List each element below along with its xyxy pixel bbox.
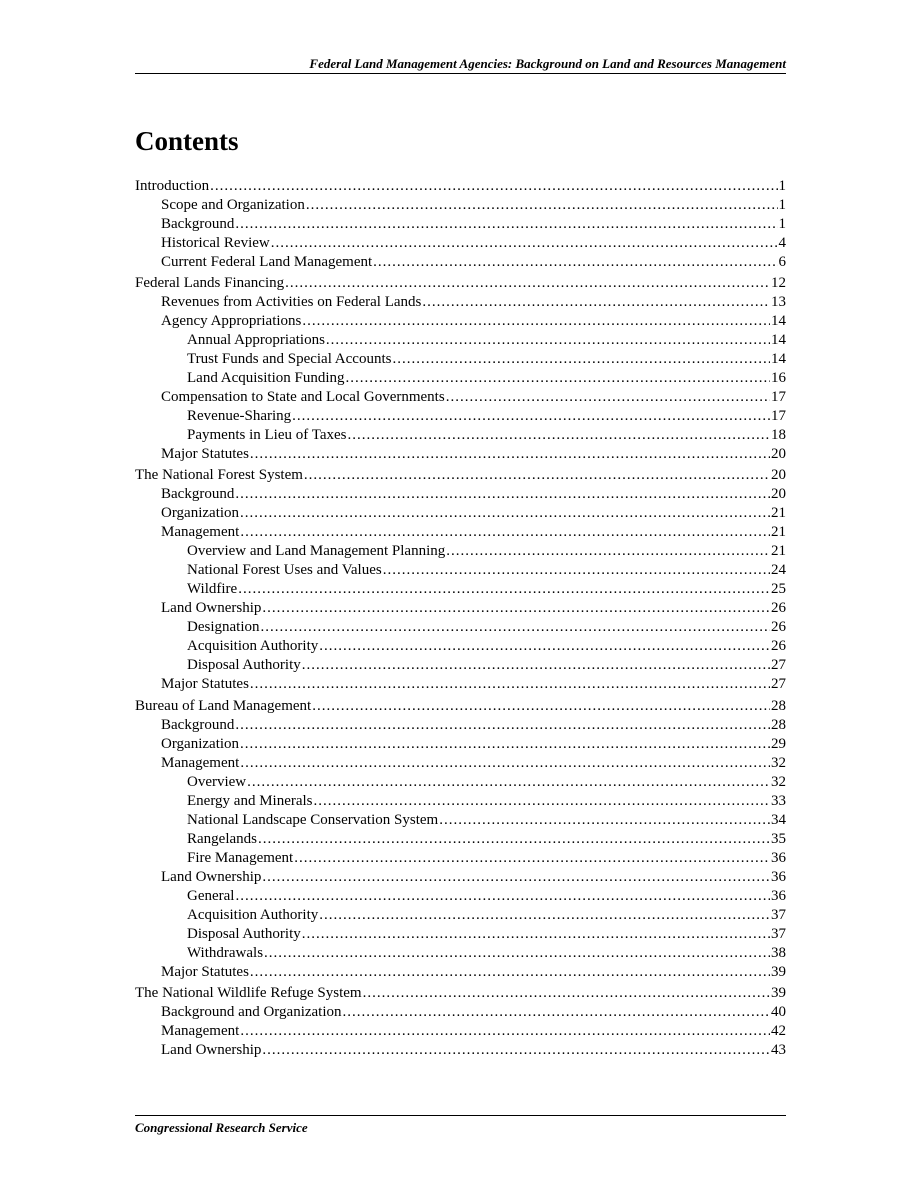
toc-entry-page-number: 39 — [771, 963, 786, 980]
toc-entry[interactable] — [135, 407, 786, 426]
header-rule — [135, 73, 786, 74]
toc-entry-label: Historical Review — [161, 235, 270, 251]
dot-leader — [326, 331, 770, 350]
dot-leader — [247, 773, 770, 792]
dot-leader — [240, 504, 770, 523]
toc-entry[interactable] — [135, 963, 786, 982]
dot-leader — [235, 716, 770, 735]
toc-entry-page-number: 25 — [771, 581, 786, 598]
dot-leader — [294, 849, 770, 868]
dot-leader — [262, 868, 770, 887]
toc-entry-label: Acquisition Authority — [187, 638, 319, 655]
toc-entry-page-number: 6 — [778, 254, 786, 270]
dot-leader — [250, 963, 770, 982]
toc-entry-page-number: 35 — [771, 830, 786, 847]
toc-entry[interactable] — [135, 906, 786, 925]
dot-leader — [319, 637, 770, 656]
toc-entry[interactable] — [135, 523, 786, 542]
toc-entry-page-number: 28 — [771, 697, 786, 714]
toc-entry[interactable] — [135, 675, 786, 694]
toc-entry-label: Rangelands — [187, 830, 257, 847]
toc-entry[interactable] — [135, 234, 786, 253]
toc-entry[interactable] — [135, 754, 786, 773]
toc-entry-page-number: 20 — [771, 467, 786, 484]
toc-entry[interactable] — [135, 445, 786, 464]
toc-entry[interactable] — [135, 1003, 786, 1022]
dot-leader — [262, 599, 770, 618]
dot-leader — [422, 293, 770, 312]
toc-entry[interactable] — [135, 580, 786, 599]
toc-entry-page-number: 37 — [771, 925, 786, 942]
toc-entry[interactable] — [135, 773, 786, 792]
toc-entry-label: Land Ownership — [161, 600, 262, 617]
toc-entry[interactable] — [135, 253, 786, 272]
toc-entry-label: Agency Appropriations — [161, 313, 302, 330]
dot-leader — [319, 906, 770, 925]
dot-leader — [235, 485, 770, 504]
dot-leader — [258, 830, 770, 849]
toc-entry-label: General — [187, 887, 235, 904]
toc-entry-page-number: 40 — [771, 1003, 786, 1020]
dot-leader — [271, 234, 778, 253]
toc-entry-label: Background — [161, 216, 235, 232]
toc-entry-page-number: 38 — [771, 944, 786, 961]
toc-entry-page-number: 36 — [771, 887, 786, 904]
toc-entry[interactable] — [135, 561, 786, 580]
dot-leader — [240, 735, 770, 754]
toc-entry[interactable] — [135, 830, 786, 849]
toc-entry[interactable] — [135, 312, 786, 331]
toc-entry-label: Revenues from Activities on Federal Lands — [161, 294, 422, 311]
dot-leader — [240, 523, 770, 542]
toc-entry[interactable] — [135, 849, 786, 868]
toc-entry-page-number: 36 — [771, 849, 786, 866]
dot-leader — [302, 925, 770, 944]
toc-entry-page-number: 43 — [771, 1041, 786, 1058]
dot-leader — [302, 312, 770, 331]
toc-entry-page-number: 20 — [771, 486, 786, 503]
toc-entry-label: Revenue-Sharing — [187, 408, 292, 425]
dot-leader — [446, 388, 770, 407]
dot-leader — [346, 369, 771, 388]
toc-entry[interactable] — [135, 177, 786, 196]
toc-entry-label: Major Statutes — [161, 963, 249, 980]
toc-entry[interactable] — [135, 811, 786, 830]
dot-leader — [261, 618, 771, 637]
toc-entry[interactable] — [135, 274, 786, 293]
toc-entry[interactable] — [135, 350, 786, 369]
toc-entry-page-number: 20 — [771, 446, 786, 463]
toc-entry-page-number: 12 — [771, 275, 786, 292]
toc-entry-page-number: 27 — [771, 657, 786, 674]
toc-entry-label: Compensation to State and Local Governments — [161, 389, 445, 406]
toc-entry[interactable] — [135, 618, 786, 637]
running-header: Federal Land Management Agencies: Background on Land and Resources Management — [309, 56, 786, 71]
toc-entry[interactable] — [135, 293, 786, 312]
dot-leader — [302, 656, 770, 675]
toc-entry-label: Annual Appropriations — [187, 332, 325, 349]
toc-entry[interactable] — [135, 637, 786, 656]
toc-entry-label: Disposal Authority — [187, 925, 301, 942]
toc-entry-page-number: 14 — [771, 332, 786, 349]
toc-entry-label: Major Statutes — [161, 446, 249, 463]
toc-entry-label: Payments in Lieu of Taxes — [187, 427, 347, 444]
toc-entry[interactable] — [135, 792, 786, 811]
toc-entry-label: Wildfire — [187, 581, 238, 598]
toc-entry[interactable] — [135, 887, 786, 906]
page-title: Contents — [135, 126, 239, 156]
toc-entry-page-number: 27 — [771, 676, 786, 693]
toc-entry-page-number: 24 — [771, 562, 786, 579]
dot-leader — [250, 445, 770, 464]
toc-entry-label: Management — [161, 1022, 240, 1039]
toc-entry[interactable] — [135, 944, 786, 963]
toc-entry[interactable] — [135, 735, 786, 754]
dot-leader — [240, 1022, 770, 1041]
toc-entry-label: Management — [161, 524, 240, 541]
dot-leader — [439, 811, 770, 830]
footer-rule — [135, 1115, 786, 1116]
toc-entry-label: Disposal Authority — [187, 657, 301, 674]
toc-entry[interactable] — [135, 196, 786, 215]
toc-entry-page-number: 21 — [771, 543, 786, 560]
toc-entry[interactable] — [135, 716, 786, 735]
toc-entry-label: Trust Funds and Special Accounts — [187, 351, 392, 368]
toc-entry-page-number: 1 — [778, 178, 786, 194]
toc-entry[interactable] — [135, 697, 786, 716]
dot-leader — [250, 675, 770, 694]
toc-entry-page-number: 1 — [778, 216, 786, 232]
dot-leader — [292, 407, 770, 426]
toc-entry[interactable] — [135, 331, 786, 350]
dot-leader — [314, 792, 770, 811]
toc-entry-page-number: 18 — [771, 427, 786, 444]
toc-entry-label: Overview — [187, 773, 247, 790]
toc-entry[interactable] — [135, 215, 786, 234]
toc-entry-label: Organization — [161, 505, 240, 522]
toc-entry-page-number: 17 — [771, 408, 786, 425]
toc-entry[interactable] — [135, 504, 786, 523]
toc-entry-label: Background and Organization — [161, 1003, 342, 1020]
toc-entry[interactable] — [135, 426, 786, 445]
dot-leader — [312, 697, 770, 716]
dot-leader — [235, 215, 777, 234]
toc-entry-label: National Landscape Conservation System — [187, 811, 439, 828]
toc-entry[interactable] — [135, 485, 786, 504]
dot-leader — [383, 561, 770, 580]
dot-leader — [373, 253, 777, 272]
toc-entry-page-number: 42 — [771, 1022, 786, 1039]
toc-entry-label: Background — [161, 716, 235, 733]
toc-entry-label: The National Wildlife Refuge System — [135, 984, 362, 1001]
dot-leader — [262, 1041, 770, 1060]
toc-entry[interactable] — [135, 369, 786, 388]
dot-leader — [347, 426, 770, 445]
toc-entry-label: Introduction — [135, 178, 210, 194]
dot-leader — [264, 944, 770, 963]
toc-entry-page-number: 14 — [771, 313, 786, 330]
toc-entry-label: Land Acquisition Funding — [187, 370, 345, 387]
toc-entry[interactable] — [135, 868, 786, 887]
toc-entry-label: Background — [161, 486, 235, 503]
dot-leader — [210, 177, 777, 196]
toc-entry-label: Designation — [187, 619, 260, 636]
toc-entry-label: Management — [161, 754, 240, 771]
dot-leader — [235, 887, 770, 906]
toc-entry[interactable] — [135, 656, 786, 675]
toc-entry-label: Scope and Organization — [161, 197, 305, 213]
toc-entry[interactable] — [135, 599, 786, 618]
toc-entry-page-number: 36 — [771, 868, 786, 885]
toc-entry-label: Bureau of Land Management — [135, 697, 312, 714]
toc-entry-label: Land Ownership — [161, 1041, 262, 1058]
toc-entry-page-number: 39 — [771, 984, 786, 1001]
toc-entry-label: Major Statutes — [161, 676, 249, 693]
toc-entry-page-number: 37 — [771, 906, 786, 923]
toc-entry-page-number: 32 — [771, 754, 786, 771]
toc-entry-label: Overview and Land Management Planning — [187, 543, 446, 560]
toc-entry-page-number: 17 — [771, 389, 786, 406]
toc-entry-label: Withdrawals — [187, 944, 264, 961]
toc-entry-page-number: 28 — [771, 716, 786, 733]
dot-leader — [285, 274, 770, 293]
toc-entry-label: Federal Lands Financing — [135, 275, 285, 292]
running-footer: Congressional Research Service — [135, 1120, 308, 1135]
toc-entry[interactable] — [135, 466, 786, 485]
dot-leader — [363, 984, 770, 1003]
dot-leader — [240, 754, 770, 773]
toc-entry-label: Acquisition Authority — [187, 906, 319, 923]
toc-entry-page-number: 21 — [771, 505, 786, 522]
toc-entry-page-number: 21 — [771, 524, 786, 541]
toc-entry-label: Energy and Minerals — [187, 792, 313, 809]
toc-entry[interactable] — [135, 984, 786, 1003]
toc-entry-label: Current Federal Land Management — [161, 254, 373, 270]
toc-entry-label: The National Forest System — [135, 467, 303, 484]
toc-entry[interactable] — [135, 1041, 786, 1060]
dot-leader — [343, 1003, 770, 1022]
dot-leader — [306, 196, 778, 215]
toc-entry-page-number: 13 — [771, 294, 786, 311]
toc-entry-page-number: 26 — [771, 619, 786, 636]
toc-entry-page-number: 16 — [771, 370, 786, 387]
dot-leader — [304, 466, 770, 485]
table-of-contents — [135, 177, 786, 1060]
toc-entry-label: Fire Management — [187, 849, 294, 866]
dot-leader — [238, 580, 770, 599]
toc-entry-label: Land Ownership — [161, 868, 262, 885]
dot-leader — [392, 350, 770, 369]
toc-entry[interactable] — [135, 1022, 786, 1041]
toc-entry[interactable] — [135, 925, 786, 944]
toc-entry-label: National Forest Uses and Values — [187, 562, 382, 579]
dot-leader — [446, 542, 770, 561]
toc-entry[interactable] — [135, 542, 786, 561]
toc-entry-page-number: 26 — [771, 638, 786, 655]
toc-entry-page-number: 1 — [778, 197, 786, 213]
toc-entry-page-number: 14 — [771, 351, 786, 368]
toc-entry-page-number: 26 — [771, 600, 786, 617]
toc-entry-page-number: 29 — [771, 735, 786, 752]
toc-entry-page-number: 34 — [771, 811, 786, 828]
toc-entry-page-number: 33 — [771, 792, 786, 809]
toc-entry[interactable] — [135, 388, 786, 407]
toc-entry-page-number: 32 — [771, 773, 786, 790]
toc-entry-label: Organization — [161, 735, 240, 752]
toc-entry-page-number: 4 — [778, 235, 786, 251]
